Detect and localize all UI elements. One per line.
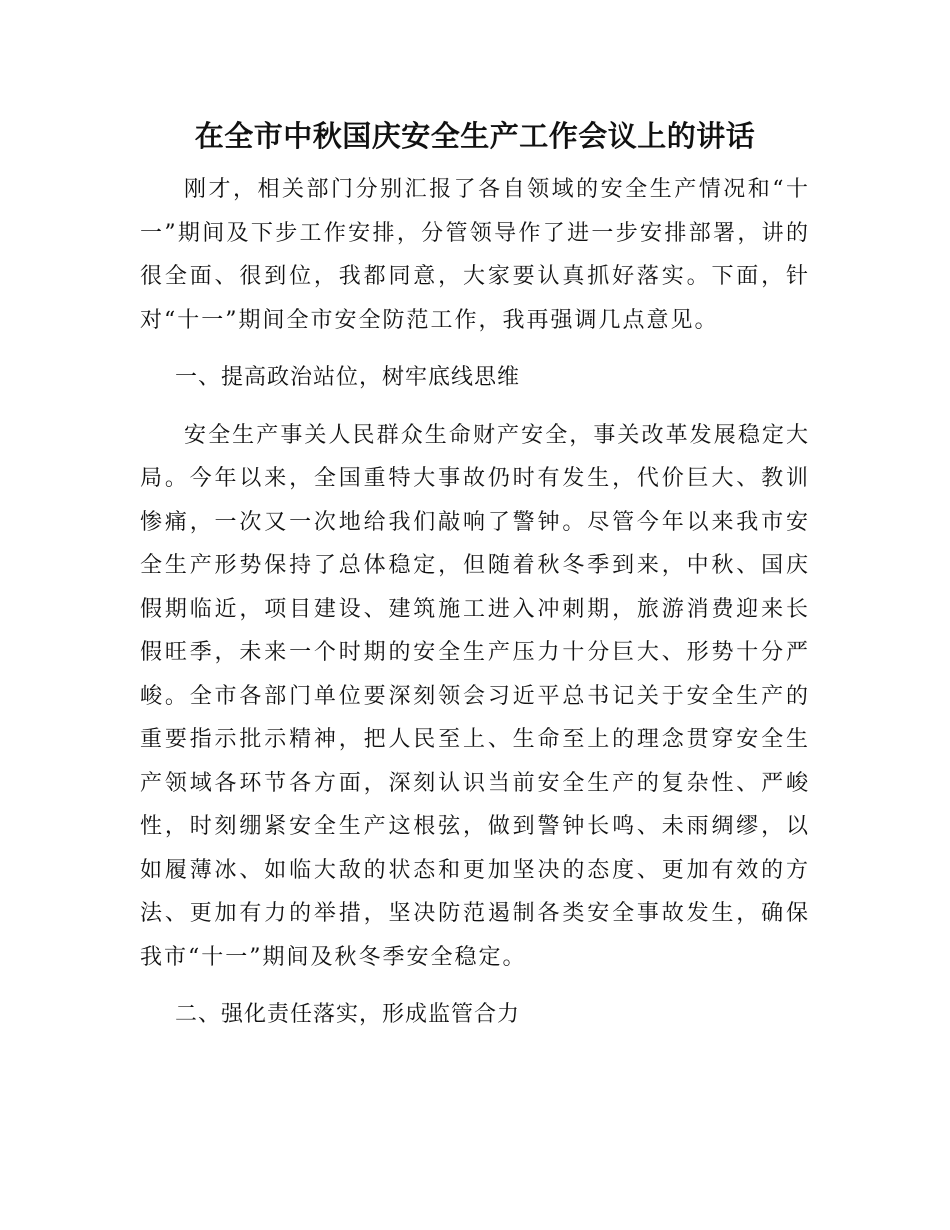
document-page	[140, 114, 810, 1037]
section-1-paragraph: 安全生产事关人民群众生命财产安全，事关改革发展稳定大局。今年以来，全国重特大事故仍时有发生，代价巨大、教训惨痛，一次又一次地给我们敲响了警钟。尽管今年以来我市安全生产形势保持了总体稳定，但随着秋冬季到来，中秋、国庆假期临近，项目建设、建筑施工进入冲刺期，旅游消费迎来长假旺季，未来一个时期的安全生产压力十分巨大、形势十分严峻。全市各部门单位要深刻领会习近平总书记关于安全生产的重要指示批示精神，把人民至上、生命至上的理念贯穿安全生产领域各环节各方面，深刻认识当前安全生产的复杂性、严峻性，时刻绷紧安全生产这根弦，做到警钟长鸣、未雨绸缪，以如履薄冰、如临大敌的状态和更加坚决的态度、更加有效的方法、更加有力的举措，坚决防范遏制各类安全事故发生，确保我市“十一”期间及秋冬季安全稳定。	[140, 422, 810, 970]
section-1-heading: 一、提高政治站位，树牢底线思维	[175, 365, 521, 390]
intro-paragraph: 刚才，相关部门分别汇报了各自领域的安全生产情况和“十一”期间及下步工作安排，分管领导作了进一步安排部署，讲的很全面、很到位，我都同意，大家要认真抓好落实。下面，针对“十一”期间全市安全防范工作，我再强调几点意见。	[140, 177, 810, 333]
section-2-heading: 二、强化责任落实，形成监管合力	[175, 1002, 521, 1027]
document-title: 在全市中秋国庆安全生产工作会议上的讲话	[194, 119, 756, 153]
